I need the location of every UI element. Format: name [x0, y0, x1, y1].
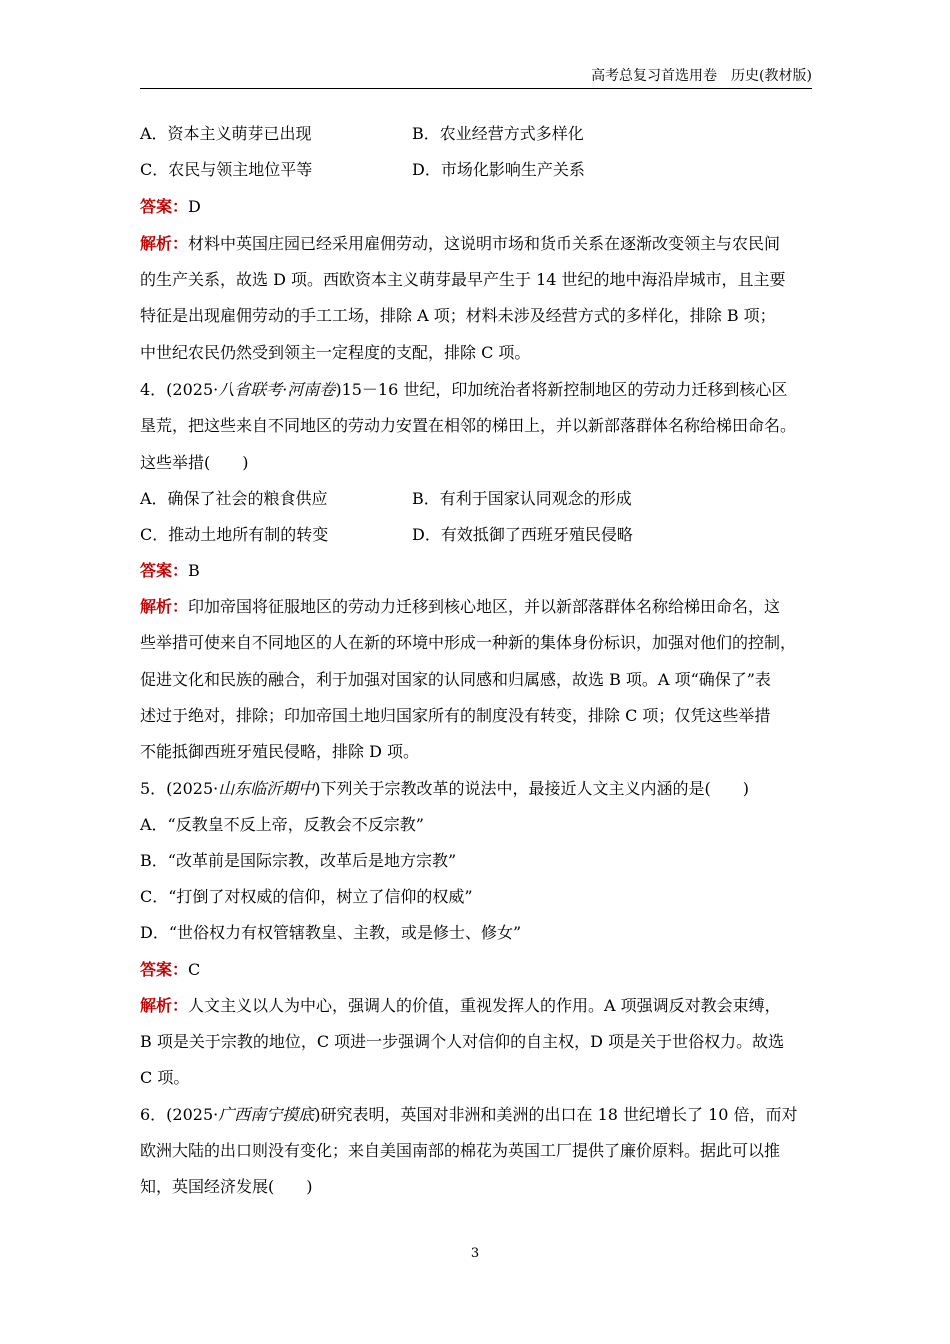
- answer-value: D: [188, 197, 201, 216]
- answer-label: 答案：: [140, 960, 189, 979]
- q4-analysis-line: 些举措可使来自不同地区的人在新的环境中形成一种新的集体身份标识，加强对他们的控制，: [140, 633, 797, 652]
- q4-option-d: D．有效抵御了西班牙殖民侵略: [412, 525, 633, 544]
- q5-analysis-line: C 项。: [140, 1068, 190, 1087]
- q4-answer: [140, 559, 200, 583]
- question-number: 4．(2025·: [140, 380, 219, 399]
- analysis-label: 解析：: [140, 234, 189, 253]
- question-source: 广西南宁摸底: [218, 1105, 315, 1124]
- header-title: 高考总复习首选用卷 历史(教材版): [591, 68, 812, 84]
- q5-answer: [140, 958, 200, 982]
- analysis-label: 解析：: [140, 597, 189, 616]
- question-number: 5．(2025·: [140, 779, 219, 798]
- q5-analysis-line: [140, 994, 781, 1018]
- answer-label: 答案：: [140, 197, 189, 216]
- analysis-text: 人文主义以人为中心，强调人的价值，重视发挥人的作用。A 项强调反对教会束缚，: [188, 996, 781, 1015]
- q3-option-a: A．资本主义萌芽已出现: [140, 124, 312, 143]
- q3-options-row-2: [140, 158, 585, 182]
- q6-stem-line: 知，英国经济发展( ): [140, 1177, 313, 1196]
- question-number: 6．(2025·: [140, 1105, 219, 1124]
- q5-option-c: C．“打倒了对权威的信仰，树立了信仰的权威”: [140, 887, 473, 906]
- q3-answer: [140, 195, 201, 219]
- q4-stem-line: 这些举措( ): [140, 453, 249, 472]
- q4-analysis-line: 促进文化和民族的融合，利于加强对国家的认同感和归属感，故选 B 项。A 项“确保了”表: [140, 670, 771, 689]
- answer-value: B: [188, 561, 200, 580]
- q4-analysis-line: 述过于绝对，排除；印加帝国土地归国家所有的制度没有转变，排除 C 项；仅凭这些举措: [140, 706, 771, 725]
- q4-options-row-2: [140, 523, 633, 547]
- q5-stem-line: [140, 777, 749, 801]
- q5-option-a: A．“反教皇不反上帝，反教会不反宗教”: [140, 815, 424, 834]
- q6-stem-line: [140, 1103, 798, 1127]
- q3-options-row-1: [140, 122, 584, 146]
- question-text: )研究表明，英国对非洲和美洲的出口在 18 世纪增长了 10 倍，而对: [314, 1105, 798, 1124]
- q3-analysis-line: [140, 232, 780, 256]
- q6-stem-line: 欧洲大陆的出口则没有变化；来自美国南部的棉花为英国工厂提供了廉价原料。据此可以推: [140, 1141, 781, 1160]
- question-source: 八省联考·河南卷: [218, 380, 336, 399]
- q4-option-b: B．有利于国家认同观念的形成: [412, 489, 632, 508]
- page-header: [140, 66, 812, 89]
- question-source: 山东临沂期中: [218, 779, 315, 798]
- answer-label: 答案：: [140, 561, 189, 580]
- q4-analysis-line: [140, 595, 780, 619]
- q4-analysis-line: 不能抵御西班牙殖民侵略，排除 D 项。: [140, 742, 420, 761]
- answer-value: C: [188, 960, 201, 979]
- question-text: )15－16 世纪，印加统治者将新控制地区的劳动力迁移到核心区: [335, 380, 788, 399]
- q4-option-c: C．推动土地所有制的转变: [140, 525, 329, 544]
- analysis-label: 解析：: [140, 996, 189, 1015]
- q3-analysis-line: 中世纪农民仍然受到领主一定程度的支配，排除 C 项。: [140, 343, 531, 362]
- question-text: )下列关于宗教改革的说法中，最接近人文主义内涵的是( ): [314, 779, 749, 798]
- q4-stem-line: [140, 378, 787, 402]
- q5-analysis-line: B 项是关于宗教的地位，C 项进一步强调个人对信仰的自主权，D 项是关于世俗权力。故选: [140, 1032, 785, 1051]
- q5-option-b: B．“改革前是国际宗教，改革后是地方宗教”: [140, 851, 457, 870]
- q3-analysis-line: 特征是出现雇佣劳动的手工工场，排除 A 项；材料未涉及经营方式的多样化，排除 B 项；: [140, 306, 776, 325]
- page-number: 3: [470, 1246, 480, 1261]
- q4-options-row-1: [140, 487, 632, 511]
- q5-option-d: D．“世俗权力有权管辖教皇、主教，或是修士、修女”: [140, 923, 522, 942]
- q3-option-b: B．农业经营方式多样化: [412, 124, 584, 143]
- q4-option-a: A．确保了社会的粮食供应: [140, 489, 328, 508]
- analysis-text: 材料中英国庄园已经采用雇佣劳动，这说明市场和货币关系在逐渐改变领主与农民间: [188, 234, 781, 253]
- analysis-text: 印加帝国将征服地区的劳动力迁移到核心地区，并以新部落群体名称给梯田命名，这: [188, 597, 781, 616]
- q3-analysis-line: 的生产关系，故选 D 项。西欧资本主义萌芽最早产生于 14 世纪的地中海沿岸城市，且主要: [140, 270, 786, 289]
- q4-stem-line: 垦荒，把这些来自不同地区的劳动力安置在相邻的梯田上，并以新部落群体名称给梯田命名。: [140, 416, 797, 435]
- q3-option-d: D．市场化影响生产关系: [412, 160, 585, 179]
- q3-option-c: C．农民与领主地位平等: [140, 160, 313, 179]
